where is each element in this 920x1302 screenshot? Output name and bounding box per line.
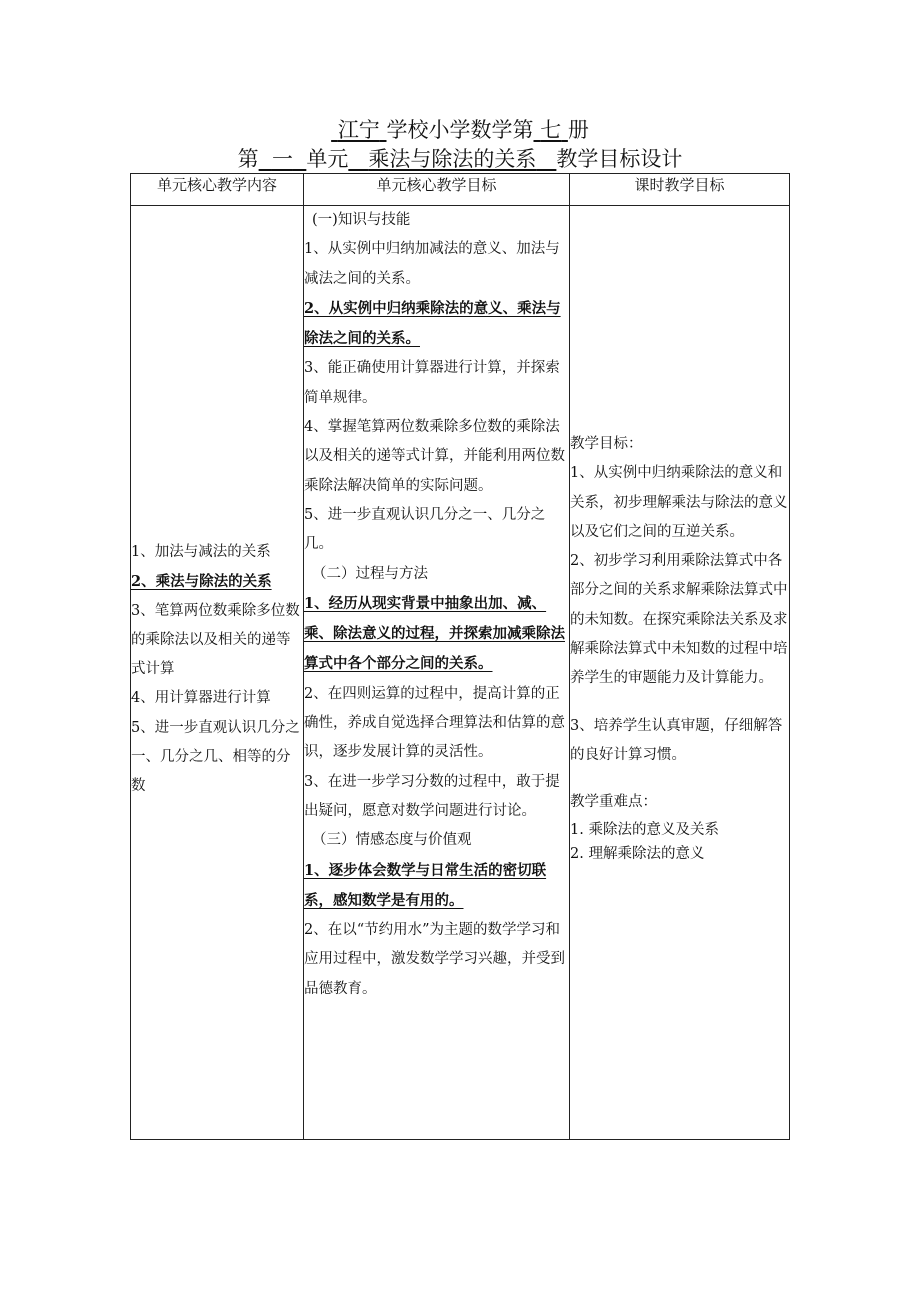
objective-item: 1、逐步体会数学与日常生活的密切联系，感知数学是有用的。 bbox=[304, 861, 547, 909]
lesson-objective-item: 1、从实例中归纳乘除法的意义和关系，初步理解乘法与除法的意义以及它们之间的互逆关系。 bbox=[570, 465, 788, 540]
content-item: 3、笔算两位数乘除多位数的乘除法以及相关的递等式计算 bbox=[131, 602, 300, 678]
section-knowledge-skills: (一)知识与技能 bbox=[312, 212, 411, 228]
content-item: 5、进一步直观认识几分之一、几分之几、相等的分数 bbox=[131, 719, 300, 795]
objective-item: 5、进一步直观认识几分之一、几分之几。 bbox=[304, 506, 546, 553]
volume-number: 七 bbox=[540, 118, 562, 142]
section-attitude-values: （三）情感态度与价值观 bbox=[312, 832, 472, 849]
lesson-objective-item: 3、培养学生认真审题，仔细解答的良好计算习惯。 bbox=[570, 717, 783, 763]
objective-item: 1、经历从现实背景中抽象出加、减、乘、除法意义的过程，并探索加减乘除法算式中各个部分之间的关系。 bbox=[304, 594, 565, 673]
core-objectives-cell bbox=[304, 206, 570, 1140]
title-suffix: 教学目标设计 bbox=[556, 147, 683, 171]
objective-item: 1、从实例中归纳加减法的意义、加法与减法之间的关系。 bbox=[304, 241, 560, 287]
table-body-row bbox=[131, 206, 790, 1140]
key-points-heading: 教学重难点： bbox=[570, 794, 657, 811]
header-core-objectives: 单元核心教学目标 bbox=[304, 174, 570, 206]
title-pre: 第 bbox=[237, 147, 259, 171]
objective-item: 3、在进一步学习分数的过程中，敢于提出疑问，愿意对数学问题进行讨论。 bbox=[304, 773, 560, 819]
document-title-line1 bbox=[0, 117, 920, 143]
table-header-row bbox=[131, 174, 790, 206]
unit-word: 单元 bbox=[306, 147, 349, 171]
objective-item: 3、能正确使用计算器进行计算，并探索简单规律。 bbox=[304, 360, 560, 406]
unit-name: 乘法与除法的关系 bbox=[368, 147, 537, 171]
lesson-objective-item: 2、初步学习利用乘除法算式中各部分之间的关系求解乘除法算式中的未知数。在探究乘除法关系及求解乘除法算式中未知数的过程中培养学生的审题能力及计算能力。 bbox=[570, 553, 788, 687]
objective-item: 2、从实例中归纳乘除法的意义、乘法与除法之间的关系。 bbox=[304, 299, 561, 348]
title-mid: 学校小学数学第 bbox=[386, 118, 534, 142]
key-point-item: 1. 乘除法的意义及关系 bbox=[570, 821, 719, 838]
objective-item: 4、掌握笔算两位数乘除多位数的乘除法以及相关的递等式计算，并能利用两位数乘除法解决简单的实际问题。 bbox=[304, 419, 565, 494]
lesson-objectives-cell bbox=[570, 206, 790, 1140]
content-item: 4、用计算器进行计算 bbox=[131, 690, 271, 707]
document-title-line2 bbox=[0, 146, 920, 172]
objectives-table bbox=[130, 173, 790, 1140]
section-process-methods: （二）过程与方法 bbox=[312, 565, 428, 582]
title-end: 册 bbox=[567, 118, 589, 142]
content-item: 2、乘法与除法的关系 bbox=[131, 573, 272, 591]
core-content-cell bbox=[131, 206, 304, 1140]
objective-item: 2、在以“节约用水”为主题的数学学习和应用过程中，激发数学学习兴趣，并受到品德教育。 bbox=[304, 922, 565, 997]
lesson-objectives-heading: 教学目标： bbox=[570, 436, 643, 452]
content-item: 1、加法与减法的关系 bbox=[131, 544, 271, 560]
unit-number: 一 bbox=[271, 147, 293, 171]
objective-item: 2、在四则运算的过程中，提高计算的正确性，养成自觉选择合理算法和估算的意识，逐步发展计算的灵活性。 bbox=[304, 685, 565, 761]
spacer bbox=[570, 770, 789, 788]
header-core-content: 单元核心教学内容 bbox=[131, 174, 304, 206]
key-point-item: 2. 理解乘除法的意义 bbox=[570, 845, 705, 862]
header-lesson-objectives: 课时教学目标 bbox=[570, 174, 790, 206]
spacer bbox=[570, 694, 789, 712]
school-name: 江宁 bbox=[337, 118, 380, 142]
